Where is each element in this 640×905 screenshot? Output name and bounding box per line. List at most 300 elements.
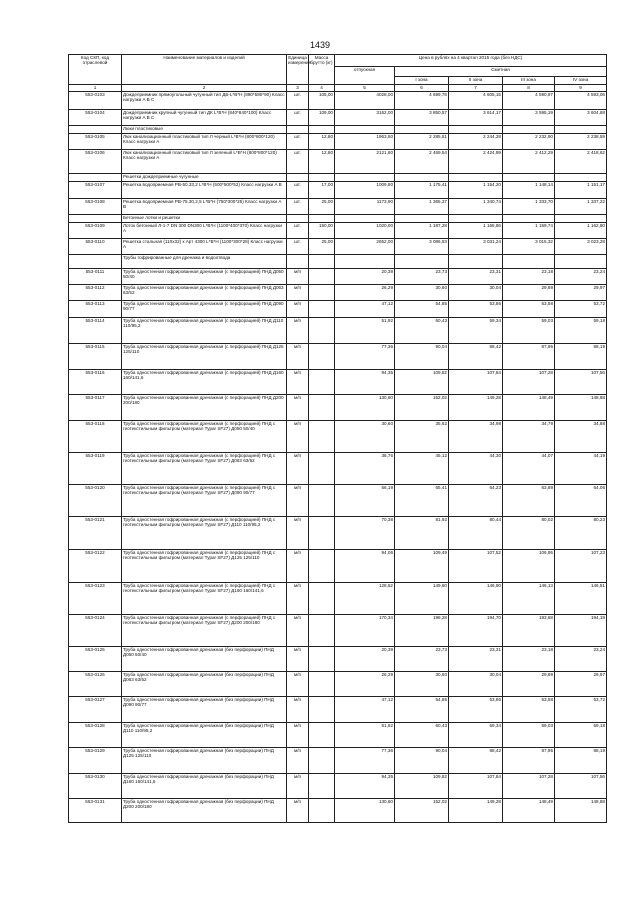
cell-name: Труба одностенная гофрированная дренажная (без перфорации) ПНД Д063 63/52 [122, 672, 287, 697]
cell-release-price: 1020,00 [335, 223, 395, 239]
cell-zone-3-price: 3 015,32 [503, 239, 555, 255]
cell-name: Труба одностенная гофрированная дренажная (с перфорацией) ПНД с геотекстильным фильтром (материал Тураr SF27) Д200 200/180 [122, 615, 287, 647]
cell-release-price: 47,12 [335, 301, 395, 318]
cell-zone-1-price: 54,85 [395, 301, 449, 318]
cell-empty [335, 255, 395, 269]
table-row [69, 92, 607, 110]
cell-empty [69, 126, 122, 134]
table-row [69, 774, 607, 799]
cell-mass [309, 269, 335, 285]
header-unit: Единица измерения [287, 55, 309, 85]
cell-zone-2-price: 149,28 [449, 799, 503, 823]
column-number: 6 [395, 85, 449, 92]
cell-code: 553-0103 [69, 92, 122, 110]
cell-zone-4-price: 107,56 [555, 370, 607, 395]
cell-release-price: 51,92 [335, 723, 395, 748]
cell-empty [503, 126, 555, 134]
table-row [69, 285, 607, 301]
cell-code: 553-0120 [69, 485, 122, 517]
cell-zone-3-price: 87,95 [503, 344, 555, 370]
cell-empty [287, 215, 309, 223]
cell-empty [335, 215, 395, 223]
column-number: 5 [335, 85, 395, 92]
cell-zone-2-price: 88,42 [449, 748, 503, 774]
cell-zone-2-price: 107,84 [449, 370, 503, 395]
cell-zone-3-price: 148,49 [503, 799, 555, 823]
cell-zone-1-price: 1 175,41 [395, 182, 449, 199]
cell-mass [309, 799, 335, 823]
cell-release-price: 1009,80 [335, 182, 395, 199]
cell-unit: шт. [287, 182, 309, 199]
section-row [69, 255, 607, 269]
cell-zone-1-price: 65,41 [395, 485, 449, 517]
table-row [69, 583, 607, 615]
cell-code: 553-0123 [69, 583, 122, 615]
cell-unit: м/п [287, 318, 309, 344]
cell-code: 553-0130 [69, 774, 122, 799]
cell-mass [309, 318, 335, 344]
section-row [69, 215, 607, 223]
cell-release-price: 20,39 [335, 647, 395, 672]
cell-zone-3-price: 34,79 [503, 421, 555, 453]
cell-zone-4-price: 146,51 [555, 583, 607, 615]
cell-release-price: 77,36 [335, 344, 395, 370]
cell-mass: 109,00 [309, 110, 335, 126]
cell-zone-4-price: 29,97 [555, 672, 607, 697]
cell-zone-2-price: 107,52 [449, 550, 503, 583]
cell-zone-3-price: 1 148,14 [503, 182, 555, 199]
cell-zone-4-price: 194,19 [555, 615, 607, 647]
cell-zone-1-price: 30,60 [395, 285, 449, 301]
cell-empty [309, 126, 335, 134]
cell-zone-1-price: 35,62 [395, 421, 449, 453]
cell-zone-1-price: 149,60 [395, 583, 449, 615]
cell-mass [309, 723, 335, 748]
header-zone-3: III зона [503, 77, 555, 85]
table-row [69, 421, 607, 453]
header-price-group: Цена в рублях на 4 квартал 2015 года (без НДС) [335, 55, 607, 67]
cell-code: 553-0112 [69, 285, 122, 301]
cell-code: 553-0119 [69, 453, 122, 485]
header-code: Код СКП, код отраслевой [69, 55, 122, 85]
cell-zone-4-price: 64,06 [555, 485, 607, 517]
cell-empty [555, 255, 607, 269]
cell-code: 553-0114 [69, 318, 122, 344]
cell-release-price: 128,52 [335, 583, 395, 615]
cell-zone-3-price: 87,95 [503, 748, 555, 774]
cell-name: Труба одностенная гофрированная дренажная (с перфорацией) ПНД Д110 110/95,2 [122, 318, 287, 344]
cell-name: Труба одностенная гофрированная дренажная (с перфорацией) ПНД Д200 200/180 [122, 395, 287, 421]
cell-zone-1-price: 90,04 [395, 344, 449, 370]
cell-zone-3-price: 63,89 [503, 485, 555, 517]
cell-zone-2-price: 2 424,99 [449, 150, 503, 174]
cell-name: Труба одностенная гофрированная дренажная (без перфорации) ПНД Д090 90/77 [122, 697, 287, 723]
cell-zone-4-price: 4 593,06 [555, 92, 607, 110]
cell-code: 553-0109 [69, 223, 122, 239]
cell-unit: шт. [287, 199, 309, 215]
cell-release-price: 26,29 [335, 285, 395, 301]
cell-empty [309, 215, 335, 223]
cell-release-price: 2121,60 [335, 150, 395, 174]
cell-empty [309, 174, 335, 182]
column-number: 1 [69, 85, 122, 92]
cell-code: 553-0127 [69, 697, 122, 723]
cell-mass [309, 697, 335, 723]
cell-release-price: 3162,00 [335, 110, 395, 126]
table-row [69, 647, 607, 672]
cell-empty [287, 126, 309, 134]
cell-empty [395, 126, 449, 134]
table-row [69, 748, 607, 774]
cell-unit: шт. [287, 92, 309, 110]
cell-unit: шт. [287, 150, 309, 174]
cell-zone-3-price: 4 590,97 [503, 92, 555, 110]
cell-code: 553-0110 [69, 239, 122, 255]
cell-unit: шт. [287, 223, 309, 239]
cell-code: 553-0105 [69, 134, 122, 150]
table-row [69, 150, 607, 174]
cell-zone-3-price: 146,13 [503, 583, 555, 615]
cell-code: 553-0129 [69, 748, 122, 774]
cell-zone-1-price: 45,12 [395, 453, 449, 485]
cell-zone-2-price: 4 605,15 [449, 92, 503, 110]
cell-zone-2-price: 59,34 [449, 318, 503, 344]
cell-zone-1-price: 3 086,93 [395, 239, 449, 255]
cell-zone-2-price: 2 244,28 [449, 134, 503, 150]
table-row [69, 199, 607, 215]
cell-zone-2-price: 53,86 [449, 697, 503, 723]
cell-zone-4-price: 107,23 [555, 550, 607, 583]
cell-release-price: 94,06 [335, 550, 395, 583]
cell-mass: 150,00 [309, 223, 335, 239]
cell-code: 553-0115 [69, 344, 122, 370]
section-title: Люки пластиковые [122, 126, 287, 134]
cell-unit: м/п [287, 550, 309, 583]
cell-unit: м/п [287, 799, 309, 823]
table-row [69, 301, 607, 318]
cell-zone-4-price: 23,24 [555, 269, 607, 285]
cell-zone-3-price: 23,18 [503, 269, 555, 285]
cell-zone-3-price: 44,07 [503, 453, 555, 485]
header-zone-4: IV зона [555, 77, 607, 85]
cell-name: Труба одностенная гофрированная дренажная (без перфорации) ПНД Д200 200/180 [122, 799, 287, 823]
cell-zone-1-price: 2 285,51 [395, 134, 449, 150]
column-number: 7 [449, 85, 503, 92]
cell-zone-2-price: 88,42 [449, 344, 503, 370]
cell-zone-3-price: 3 595,19 [503, 110, 555, 126]
cell-zone-1-price: 152,02 [395, 799, 449, 823]
cell-code: 553-0106 [69, 150, 122, 174]
cell-mass [309, 421, 335, 453]
cell-mass: 25,00 [309, 199, 335, 215]
cell-zone-1-price: 109,49 [395, 550, 449, 583]
column-number: 3 [287, 85, 309, 92]
cell-empty [449, 174, 503, 182]
cell-zone-3-price: 2 412,29 [503, 150, 555, 174]
cell-release-price: 130,60 [335, 799, 395, 823]
cell-zone-3-price: 29,89 [503, 285, 555, 301]
table-row [69, 110, 607, 126]
cell-name: Труба одностенная гофрированная дренажная (с перфорацией) ПНД с геотекстильным фильтром (материал Тураr SF27) Д050 50/40 [122, 421, 287, 453]
table-row [69, 615, 607, 647]
cell-name: Труба одностенная гофрированная дренажная (с перфорацией) ПНД Д050 50/40 [122, 269, 287, 285]
cell-zone-3-price: 148,49 [503, 395, 555, 421]
cell-zone-2-price: 194,70 [449, 615, 503, 647]
cell-zone-1-price: 60,43 [395, 723, 449, 748]
cell-release-price: 77,36 [335, 748, 395, 774]
cell-unit: м/п [287, 583, 309, 615]
cell-zone-2-price: 23,31 [449, 647, 503, 672]
cell-mass [309, 301, 335, 318]
cell-code: 553-0121 [69, 517, 122, 550]
table-row [69, 370, 607, 395]
cell-zone-3-price: 107,28 [503, 370, 555, 395]
cell-code: 553-0131 [69, 799, 122, 823]
cell-name: Труба одностенная гофрированная дренажная (с перфорацией) ПНД с геотекстильным фильтром (материал Тураr SF27) Д063 63/52 [122, 453, 287, 485]
table-row [69, 344, 607, 370]
table-row [69, 799, 607, 823]
cell-zone-2-price: 3 031,24 [449, 239, 503, 255]
cell-unit: м/п [287, 285, 309, 301]
cell-empty [309, 255, 335, 269]
cell-unit: м/п [287, 453, 309, 485]
cell-zone-4-price: 1 151,17 [555, 182, 607, 199]
cell-unit: м/п [287, 269, 309, 285]
cell-name: Люк канализационный пластиковый тип Л черный L*B*H (800*800*120) Класс нагрузки A [122, 134, 287, 150]
cell-empty [287, 255, 309, 269]
cell-unit: м/п [287, 370, 309, 395]
cell-name: Дождеприемник крупный чугунный тип ДК L*B*H (840*840*100) Класс нагрузки A B C [122, 110, 287, 126]
cell-code: 553-0111 [69, 269, 122, 285]
header-estimate: Сметная [395, 67, 607, 77]
cell-mass: 17,00 [309, 182, 335, 199]
cell-mass [309, 583, 335, 615]
cell-mass [309, 517, 335, 550]
cell-zone-4-price: 1 337,22 [555, 199, 607, 215]
cell-zone-3-price: 193,68 [503, 615, 555, 647]
cell-release-price: 20,39 [335, 269, 395, 285]
cell-empty [503, 174, 555, 182]
cell-mass [309, 615, 335, 647]
cell-unit: м/п [287, 615, 309, 647]
cell-zone-3-price: 59,03 [503, 318, 555, 344]
column-number: 2 [122, 85, 287, 92]
cell-zone-1-price: 3 850,57 [395, 110, 449, 126]
cell-zone-3-price: 80,02 [503, 517, 555, 550]
cell-zone-3-price: 1 333,70 [503, 199, 555, 215]
section-row [69, 126, 607, 134]
table-row [69, 723, 607, 748]
cell-empty [69, 255, 122, 269]
cell-release-price: 70,38 [335, 517, 395, 550]
cell-mass [309, 774, 335, 799]
cell-name: Дождеприемник прямоугольный чугунный тип ДБ-L*B*H (890*580*90) Класс нагрузки A B C [122, 92, 287, 110]
cell-code: 553-0113 [69, 301, 122, 318]
cell-empty [449, 255, 503, 269]
cell-unit: м/п [287, 301, 309, 318]
table-body [69, 92, 607, 823]
header-mass: Масса брутто (кг) [309, 55, 335, 85]
cell-zone-2-price: 23,31 [449, 269, 503, 285]
cell-zone-2-price: 53,86 [449, 301, 503, 318]
header-release: отпускная [335, 67, 395, 85]
column-number: 8 [503, 85, 555, 92]
cell-zone-1-price: 60,43 [395, 318, 449, 344]
cell-empty [335, 174, 395, 182]
cell-zone-3-price: 2 232,90 [503, 134, 555, 150]
cell-zone-2-price: 44,30 [449, 453, 503, 485]
cell-zone-4-price: 148,88 [555, 395, 607, 421]
table-row [69, 318, 607, 344]
cell-mass [309, 485, 335, 517]
cell-release-price: 51,92 [335, 318, 395, 344]
cell-zone-2-price: 30,04 [449, 672, 503, 697]
cell-release-price: 56,19 [335, 485, 395, 517]
table-row [69, 223, 607, 239]
cell-zone-4-price: 34,88 [555, 421, 607, 453]
cell-name: Решетка стальная (110х32) к Арт 4300 L*B*H (1100*300*28) Класс нагрузки A [122, 239, 287, 255]
cell-zone-4-price: 3 023,28 [555, 239, 607, 255]
cell-empty [69, 174, 122, 182]
cell-name: Люк канализационный пластиковый тип Л зеленый L*B*H (800*800*120) Класс нагрузки A [122, 150, 287, 174]
cell-mass [309, 344, 335, 370]
table-row [69, 517, 607, 550]
cell-zone-1-price: 198,28 [395, 615, 449, 647]
cell-unit: м/п [287, 517, 309, 550]
cell-release-price: 170,34 [335, 615, 395, 647]
cell-release-price: 1173,90 [335, 199, 395, 215]
cell-empty [449, 215, 503, 223]
cell-unit: м/п [287, 485, 309, 517]
cell-zone-3-price: 53,58 [503, 301, 555, 318]
cell-code: 553-0118 [69, 421, 122, 453]
cell-zone-4-price: 44,19 [555, 453, 607, 485]
cell-zone-2-price: 1 340,74 [449, 199, 503, 215]
cell-mass [309, 647, 335, 672]
cell-zone-1-price: 54,85 [395, 697, 449, 723]
cell-zone-4-price: 2 418,62 [555, 150, 607, 174]
table-row [69, 485, 607, 517]
cell-release-price: 4028,00 [335, 92, 395, 110]
cell-zone-2-price: 107,84 [449, 774, 503, 799]
cell-mass [309, 285, 335, 301]
cell-code: 553-0108 [69, 199, 122, 215]
cell-unit: м/п [287, 774, 309, 799]
cell-mass: 12,80 [309, 150, 335, 174]
cell-name: Труба одностенная гофрированная дренажная (без перфорации) ПНД Д050 50/40 [122, 647, 287, 672]
header-name: Наименование материалов и изделий [122, 55, 287, 85]
cell-release-price: 30,60 [335, 421, 395, 453]
cell-zone-4-price: 148,88 [555, 799, 607, 823]
section-title: Бетонные лотки и решетки [122, 215, 287, 223]
cell-zone-2-price: 146,90 [449, 583, 503, 615]
cell-zone-1-price: 90,04 [395, 748, 449, 774]
cell-zone-2-price: 149,28 [449, 395, 503, 421]
table-row [69, 697, 607, 723]
cell-zone-4-price: 88,19 [555, 748, 607, 774]
cell-unit: м/п [287, 395, 309, 421]
cell-empty [69, 215, 122, 223]
cell-unit: м/п [287, 672, 309, 697]
cell-zone-3-price: 29,89 [503, 672, 555, 697]
cell-zone-1-price: 81,92 [395, 517, 449, 550]
cell-name: Решетка водоприемная РВ-75.30,2,5 L*B*H (750*300*25) Класс нагрузки A B [122, 199, 287, 215]
cell-code: 553-0124 [69, 615, 122, 647]
cell-unit: м/п [287, 697, 309, 723]
cell-unit: м/п [287, 748, 309, 774]
cell-release-price: 38,76 [335, 453, 395, 485]
cell-zone-1-price: 4 699,76 [395, 92, 449, 110]
section-row [69, 174, 607, 182]
section-title: Решетки дождеприемные чугунные [122, 174, 287, 182]
cell-zone-4-price: 59,18 [555, 723, 607, 748]
price-table [68, 54, 607, 823]
cell-empty [395, 174, 449, 182]
cell-unit: шт. [287, 134, 309, 150]
cell-zone-4-price: 80,23 [555, 517, 607, 550]
cell-name: Труба одностенная гофрированная дренажная (с перфорацией) ПНД Д090 90/77 [122, 301, 287, 318]
cell-empty [503, 215, 555, 223]
cell-zone-1-price: 2 469,54 [395, 150, 449, 174]
header-zone-2: II зона [449, 77, 503, 85]
cell-name: Труба одностенная гофрированная дренажная (с перфорацией) ПНД с геотекстильным фильтром (материал Тураr SF27) Д110 110/95,2 [122, 517, 287, 550]
cell-zone-4-price: 1 162,80 [555, 223, 607, 239]
cell-release-price: 26,29 [335, 672, 395, 697]
cell-mass: 25,00 [309, 239, 335, 255]
cell-zone-2-price: 30,04 [449, 285, 503, 301]
cell-empty [395, 255, 449, 269]
cell-release-price: 130,60 [335, 395, 395, 421]
cell-unit: м/п [287, 647, 309, 672]
cell-unit: м/п [287, 723, 309, 748]
table-row [69, 672, 607, 697]
cell-zone-4-price: 53,72 [555, 301, 607, 318]
cell-empty [449, 126, 503, 134]
cell-name: Труба одностенная гофрированная дренажная (с перфорацией) ПНД Д125 125/110 [122, 344, 287, 370]
page-number: 1439 [309, 40, 331, 50]
cell-zone-3-price: 53,58 [503, 697, 555, 723]
cell-unit: м/п [287, 421, 309, 453]
cell-zone-1-price: 23,73 [395, 647, 449, 672]
cell-code: 553-0107 [69, 182, 122, 199]
cell-code: 553-0104 [69, 110, 122, 126]
table-row [69, 134, 607, 150]
table-row [69, 239, 607, 255]
cell-name: Труба одностенная гофрированная дренажная (с перфорацией) ПНД Д063 63/52 [122, 285, 287, 301]
cell-empty [555, 215, 607, 223]
cell-name: Труба одностенная гофрированная дренажная (без перфорации) ПНД Д110 110/95,2 [122, 723, 287, 748]
cell-empty [395, 215, 449, 223]
cell-zone-4-price: 88,19 [555, 344, 607, 370]
cell-code: 553-0125 [69, 647, 122, 672]
cell-zone-1-price: 30,60 [395, 672, 449, 697]
cell-mass [309, 550, 335, 583]
cell-zone-1-price: 1 365,37 [395, 199, 449, 215]
cell-name: Труба одностенная гофрированная дренажная (с перфорацией) ПНД с геотекстильным фильтром (материал Тураr SF27) Д090 90/77 [122, 485, 287, 517]
cell-code: 553-0122 [69, 550, 122, 583]
cell-zone-3-price: 107,28 [503, 774, 555, 799]
table-row [69, 269, 607, 285]
cell-zone-4-price: 107,56 [555, 774, 607, 799]
cell-zone-3-price: 59,03 [503, 723, 555, 748]
cell-zone-3-price: 106,95 [503, 550, 555, 583]
cell-unit: м/п [287, 344, 309, 370]
cell-zone-1-price: 109,82 [395, 370, 449, 395]
cell-name: Труба одностенная гофрированная дренажная (без перфорации) ПНД Д125 125/110 [122, 748, 287, 774]
cell-name: Лоток бетонный Л-1-7 DN 300 DN300 L*B*H (1100*400*370) Класс нагрузки A [122, 223, 287, 239]
cell-empty [335, 126, 395, 134]
cell-zone-4-price: 53,72 [555, 697, 607, 723]
